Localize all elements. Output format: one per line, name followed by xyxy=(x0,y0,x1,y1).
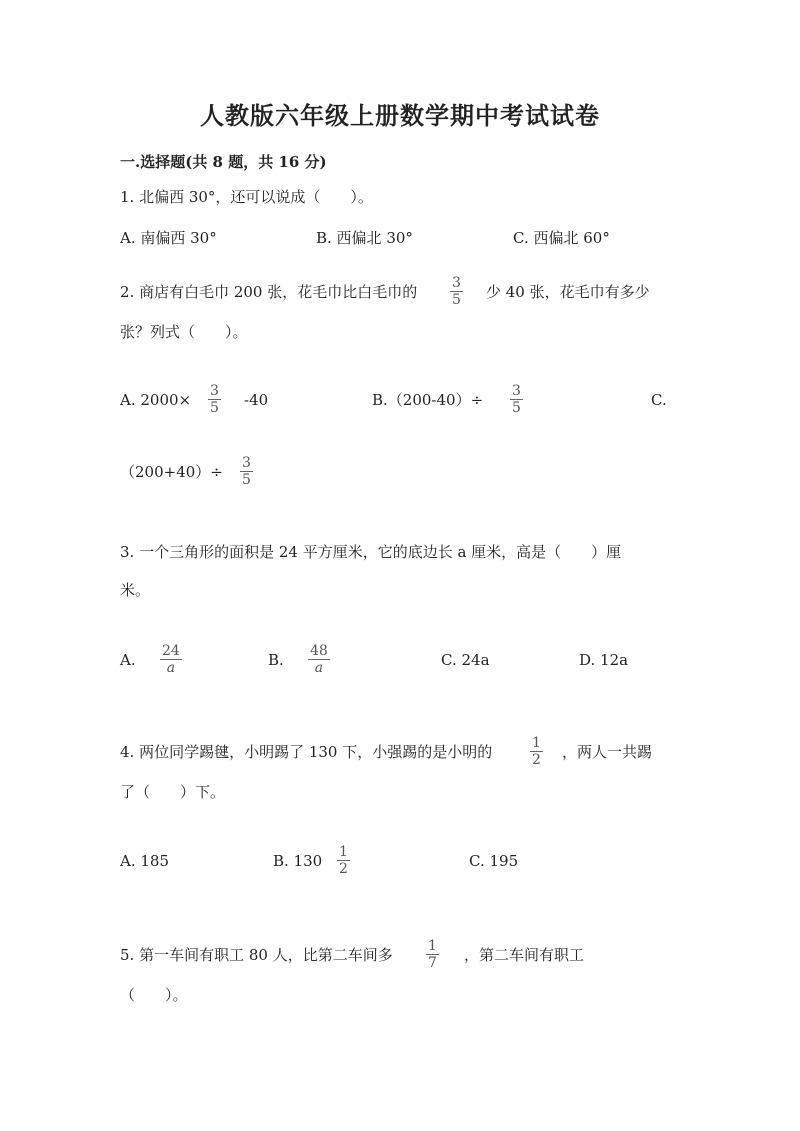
fraction-numerator: 48 xyxy=(310,643,328,659)
fraction-numerator: 3 xyxy=(242,455,251,471)
fraction-numerator: 1 xyxy=(532,735,541,751)
page-title: 人教版六年级上册数学期中考试试卷 xyxy=(200,101,600,130)
question-4-option-a[interactable]: A. 185 xyxy=(120,852,169,870)
fraction-denominator: 5 xyxy=(210,400,219,416)
section-heading: 一.选择题(共 8 题，共 16 分) xyxy=(120,153,327,171)
question-4-option-c[interactable]: C. 195 xyxy=(469,852,519,870)
option-b-fraction xyxy=(337,845,350,876)
question-4-stem-continued: ，两人一共踢 xyxy=(562,743,653,761)
question-5-stem-line2: （ ）。 xyxy=(120,986,188,1004)
option-b-fraction xyxy=(308,644,330,675)
question-5-fraction xyxy=(426,939,439,970)
option-a-label: A. xyxy=(120,651,136,669)
option-b-fraction xyxy=(510,384,523,415)
fraction-denominator: 2 xyxy=(532,752,541,768)
option-b-text: B. 130 xyxy=(273,852,323,870)
question-3-stem-line2: 米。 xyxy=(120,581,151,599)
question-3-option-c[interactable]: C. 24a xyxy=(441,651,490,669)
fraction-numerator: 3 xyxy=(210,383,219,399)
question-4-fraction xyxy=(530,736,543,767)
question-2-fraction xyxy=(450,276,463,307)
fraction-numerator: 3 xyxy=(512,383,521,399)
fraction-denominator: a xyxy=(166,660,176,676)
question-1-option-c[interactable]: C. 西偏北 60° xyxy=(513,229,610,247)
question-2-stem: 2. 商店有白毛巾 200 张，花毛巾比白毛巾的 xyxy=(120,283,418,301)
fraction-numerator: 3 xyxy=(452,275,461,291)
question-1-option-b[interactable]: B. 西偏北 30° xyxy=(316,229,413,247)
option-b-label: B. xyxy=(268,651,284,669)
question-1-stem: 1. 北偏西 30°，还可以说成（ ）。 xyxy=(120,188,373,206)
question-5-stem: 5. 第一车间有职工 80 人，比第二车间多 xyxy=(120,946,393,964)
question-2-stem-continued: 少 40 张，花毛巾有多少 xyxy=(486,283,650,301)
question-3-option-d[interactable]: D. 12a xyxy=(579,651,629,669)
fraction-numerator: 1 xyxy=(339,844,348,860)
option-b-text: B.（200-40）÷ xyxy=(372,391,484,409)
option-c-fraction xyxy=(240,456,253,487)
question-3-stem: 3. 一个三角形的面积是 24 平方厘米，它的底边长 a 厘米，高是（ ）厘 xyxy=(120,543,622,561)
option-a-fraction xyxy=(208,384,221,415)
option-a-text: A. 2000× xyxy=(120,391,192,409)
question-5-stem-continued: ，第二车间有职工 xyxy=(464,946,585,964)
fraction-numerator: 24 xyxy=(162,643,180,659)
option-a-fraction xyxy=(160,644,182,675)
question-1-option-a[interactable]: A. 南偏西 30° xyxy=(120,229,217,247)
fraction-denominator: 2 xyxy=(339,861,348,877)
fraction-numerator: 1 xyxy=(428,938,437,954)
option-c-text: （200+40）÷ xyxy=(120,463,223,481)
question-2-stem-line2: 张？列式（ ）。 xyxy=(120,323,248,341)
fraction-denominator: 7 xyxy=(428,955,437,971)
question-4-stem-line2: 了（ ）下。 xyxy=(120,783,226,801)
fraction-denominator: a xyxy=(314,660,324,676)
fraction-denominator: 5 xyxy=(452,292,461,308)
fraction-denominator: 5 xyxy=(242,472,251,488)
fraction-denominator: 5 xyxy=(512,400,521,416)
option-a-text-end: -40 xyxy=(244,391,269,409)
option-c-label: C. xyxy=(651,391,667,409)
question-4-stem: 4. 两位同学踢毽，小明踢了 130 下，小强踢的是小明的 xyxy=(120,743,493,761)
